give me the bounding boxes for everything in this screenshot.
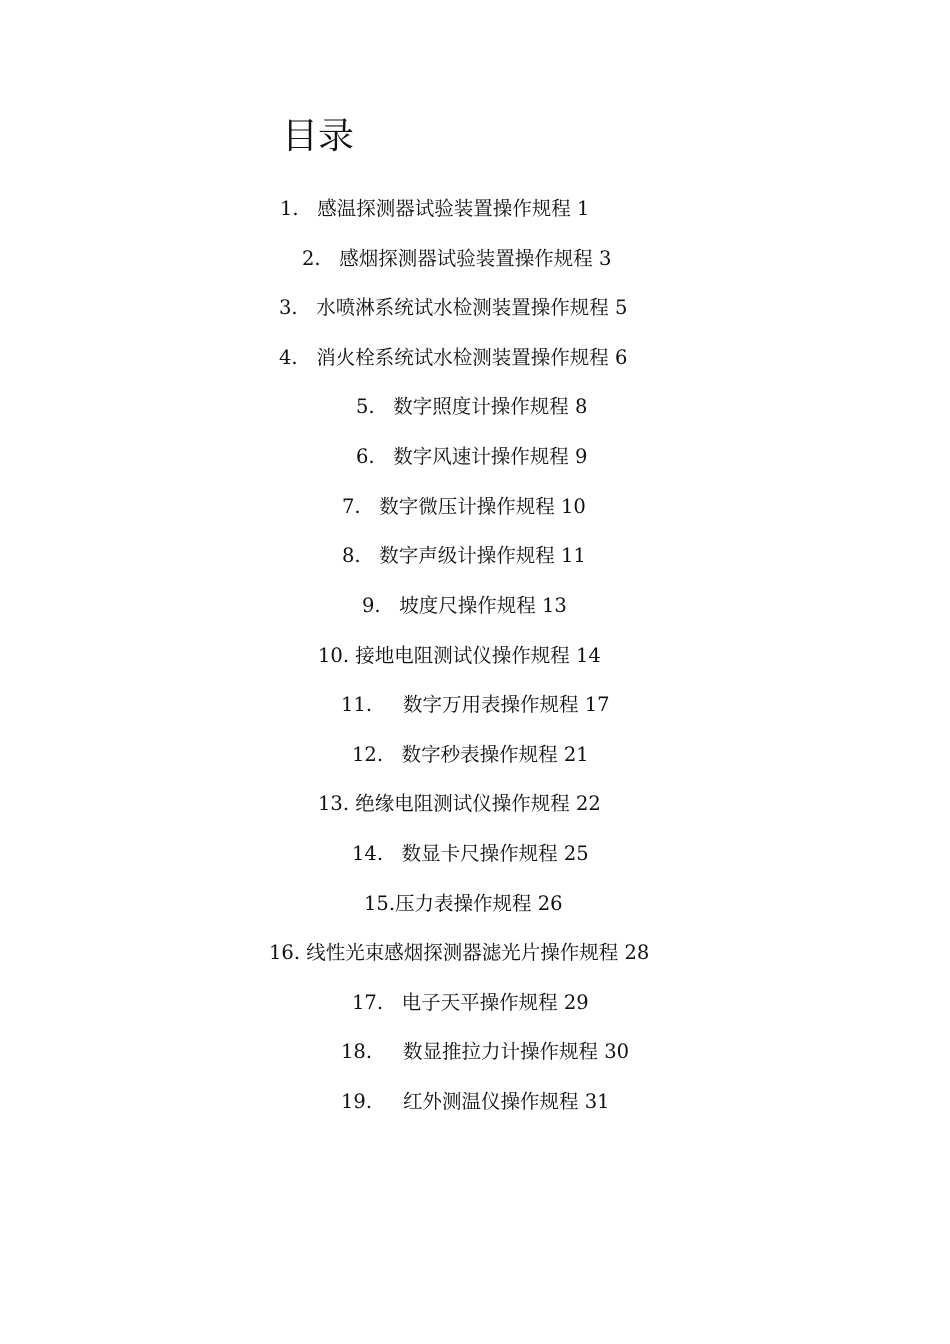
toc-entry-text: 数字万用表操作规程: [403, 693, 579, 716]
toc-entry-page: 17: [584, 693, 610, 716]
toc-entry-page: 5: [614, 296, 628, 319]
toc-entry-number: 17.: [352, 991, 384, 1014]
toc-entry-text: 数字微压计操作规程: [379, 495, 555, 518]
toc-entry[interactable]: [341, 691, 610, 719]
toc-entry-text: 绝缘电阻测试仪操作规程: [355, 792, 570, 815]
toc-entry-number: 18.: [341, 1040, 373, 1063]
toc-entry-text: 数字声级计操作规程: [379, 544, 555, 567]
toc-entry[interactable]: [318, 790, 601, 818]
toc-entry-page: 13: [541, 594, 567, 617]
toc-entry-text: 数字秒表操作规程: [401, 743, 558, 766]
toc-entry-page: 8: [574, 395, 588, 418]
toc-entry-number: 13.: [318, 792, 350, 815]
toc-entry[interactable]: [269, 939, 649, 967]
toc-entry[interactable]: [342, 493, 586, 521]
toc-entry-page: 1: [576, 197, 590, 220]
toc-entry-number: 2.: [302, 247, 321, 270]
toc-entry-number: 8.: [342, 544, 361, 567]
toc-entry-number: 7.: [342, 495, 361, 518]
toc-entry-text: 接地电阻测试仪操作规程: [355, 644, 570, 667]
toc-entry[interactable]: [302, 245, 611, 273]
toc-entry[interactable]: [279, 344, 627, 372]
toc-entry[interactable]: [352, 840, 589, 868]
toc-entry-text: 消火栓系统试水检测装置操作规程: [316, 346, 609, 369]
toc-entry-page: 28: [624, 941, 650, 964]
toc-entry[interactable]: [342, 542, 586, 570]
toc-entry-text: 坡度尺操作规程: [399, 594, 536, 617]
toc-entry-number: 16.: [269, 941, 301, 964]
toc-entry-text: 感温探测器试验装置操作规程: [317, 197, 571, 220]
toc-entry-number: 10.: [318, 644, 350, 667]
toc-entry-text: 电子天平操作规程: [401, 991, 558, 1014]
toc-entry-number: 9.: [362, 594, 381, 617]
toc-entry-text: 数显卡尺操作规程: [401, 842, 558, 865]
toc-entry-text: 数字照度计操作规程: [393, 395, 569, 418]
toc-entry-number: 14.: [352, 842, 384, 865]
toc-entry-text: 压力表操作规程: [395, 892, 532, 915]
toc-entry-page: 31: [584, 1090, 610, 1113]
toc-entry-number: 19.: [341, 1090, 373, 1113]
toc-entry-number: 1.: [280, 197, 299, 220]
toc-entry-page: 6: [614, 346, 628, 369]
toc-entry[interactable]: [352, 741, 589, 769]
toc-entry[interactable]: [352, 989, 589, 1017]
toc-entry[interactable]: [362, 592, 567, 620]
toc-entry-number: 4.: [279, 346, 298, 369]
toc-entry-page: 22: [575, 792, 601, 815]
toc-entry-text: 数字风速计操作规程: [393, 445, 569, 468]
toc-entry[interactable]: [356, 393, 587, 421]
toc-entry-number: 3.: [279, 296, 298, 319]
toc-entry[interactable]: [364, 890, 563, 918]
toc-entry[interactable]: [356, 443, 587, 471]
toc-entry-page: 21: [563, 743, 589, 766]
toc-entry[interactable]: [341, 1088, 610, 1116]
toc-entry-page: 29: [563, 991, 589, 1014]
toc-entry-number: 12.: [352, 743, 384, 766]
toc-entry[interactable]: [279, 294, 627, 322]
toc-entry[interactable]: [280, 195, 589, 223]
toc-entry-text: 数显推拉力计操作规程: [403, 1040, 599, 1063]
toc-entry-number: 6.: [356, 445, 375, 468]
toc-entry[interactable]: [318, 642, 601, 670]
toc-entry-text: 感烟探测器试验装置操作规程: [339, 247, 593, 270]
toc-entry-number: 11.: [341, 693, 373, 716]
toc-entry-text: 红外测温仪操作规程: [403, 1090, 579, 1113]
toc-entry-page: 25: [563, 842, 589, 865]
toc-entry-page: 14: [575, 644, 601, 667]
toc-entry-page: 30: [604, 1040, 630, 1063]
toc-entry-text: 水喷淋系统试水检测装置操作规程: [316, 296, 609, 319]
toc-entry-page: 3: [598, 247, 612, 270]
toc-entry-number: 15.: [364, 892, 396, 915]
toc-entry-number: 5.: [356, 395, 375, 418]
toc-entry-text: 线性光束感烟探测器滤光片操作规程: [306, 941, 619, 964]
toc-entry-page: 26: [537, 892, 563, 915]
toc-entry-page: 11: [560, 544, 586, 567]
toc-entry-page: 9: [574, 445, 588, 468]
page-title: 目录: [282, 116, 355, 157]
toc-entry-page: 10: [560, 495, 586, 518]
toc-entry[interactable]: [341, 1038, 629, 1066]
